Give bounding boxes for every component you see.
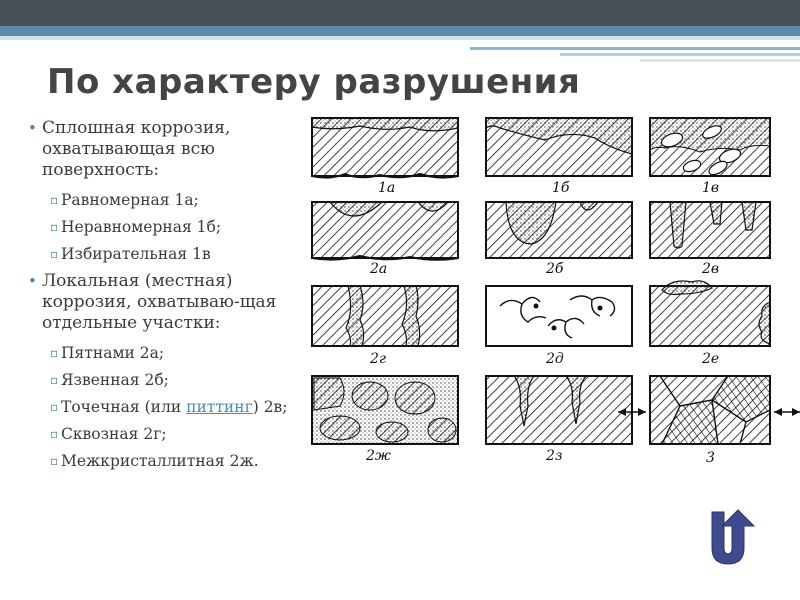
decor-stripe-1 <box>470 47 800 50</box>
label-3: 3 <box>706 450 715 466</box>
u-turn-arrow-icon <box>702 508 764 570</box>
sample-3 <box>618 376 800 444</box>
sample-2b <box>486 202 632 258</box>
sub-bullet-icon: ▫ <box>50 193 59 207</box>
sample-2a <box>312 202 458 260</box>
sample-2z <box>486 376 632 444</box>
sub-bullet-pitting <box>28 397 318 417</box>
sample-2zh <box>312 376 458 444</box>
corrosion-types-figure <box>300 110 800 480</box>
sub-bullet <box>28 217 318 237</box>
sub-bullet-icon: ▫ <box>50 454 59 468</box>
bullet-continuous <box>28 118 318 181</box>
bullet-list <box>28 118 318 478</box>
decor-stripe-3 <box>640 59 800 62</box>
bullet-local-text: Локальная (местная) коррозия, охватываю-щая отдельные участки: <box>42 271 277 333</box>
return-button[interactable] <box>702 508 764 570</box>
accent-band-light <box>0 36 800 40</box>
sub-bullet-text: Пятнами 2а; <box>61 344 165 362</box>
label-2g: 2г <box>370 351 386 367</box>
sub-bullet <box>28 244 318 264</box>
sub-bullet <box>28 190 318 210</box>
bullet-continuous-text: Сплошная коррозия, охватывающая всю поверхность: <box>42 118 231 180</box>
sub-bullet-icon: ▫ <box>50 427 59 441</box>
sub-bullet-text: Межкристаллитная 2ж. <box>61 452 259 470</box>
sub-bullet-icon: ▫ <box>50 247 59 261</box>
sub-bullet-icon: ▫ <box>50 373 59 387</box>
label-2b: 2б <box>546 261 564 277</box>
sub-bullet-text: Язвенная 2б; <box>61 371 169 389</box>
sample-1a <box>312 118 458 178</box>
sub-bullet <box>28 451 318 471</box>
corrosion-diagram <box>300 110 800 480</box>
label-1v: 1в <box>702 180 720 196</box>
decor-stripe-2 <box>560 53 800 56</box>
top-bar <box>0 0 800 26</box>
label-2v: 2в <box>702 261 720 277</box>
bullet-dot-icon: • <box>28 272 37 290</box>
label-2a: 2а <box>370 261 388 277</box>
sample-1v <box>650 118 770 177</box>
slide-title: По характеру разрушения <box>47 62 581 102</box>
bullet-local <box>28 271 318 334</box>
pitting-text-after: ) 2в; <box>252 398 288 416</box>
sample-2d <box>486 286 632 346</box>
accent-band <box>0 26 800 36</box>
sample-2g <box>312 286 458 346</box>
label-2zh: 2ж <box>366 448 391 464</box>
sample-2v <box>650 202 770 258</box>
sample-1b <box>486 118 632 176</box>
label-1b: 1б <box>552 180 570 196</box>
sub-bullet-icon: ▫ <box>50 400 59 414</box>
pitting-link[interactable]: питтинг <box>186 398 253 416</box>
pitting-text-before: Точечная (или <box>61 398 187 416</box>
label-2z: 2з <box>546 448 563 464</box>
label-2d: 2д <box>546 351 564 367</box>
sub-bullet-text: Равномерная 1а; <box>61 191 199 209</box>
label-1a: 1а <box>378 180 396 196</box>
label-2e: 2е <box>702 351 720 367</box>
sub-bullet-icon: ▫ <box>50 346 59 360</box>
sub-bullet-text: Избирательная 1в <box>61 245 211 263</box>
bullet-dot-icon: • <box>28 119 37 137</box>
sub-bullet-icon: ▫ <box>50 220 59 234</box>
sub-bullet <box>28 343 318 363</box>
sub-bullet-text: Неравномерная 1б; <box>61 218 222 236</box>
sub-bullet-text: Сквозная 2г; <box>61 425 167 443</box>
sample-2e <box>650 281 770 346</box>
sub-bullet <box>28 370 318 390</box>
sub-bullet <box>28 424 318 444</box>
